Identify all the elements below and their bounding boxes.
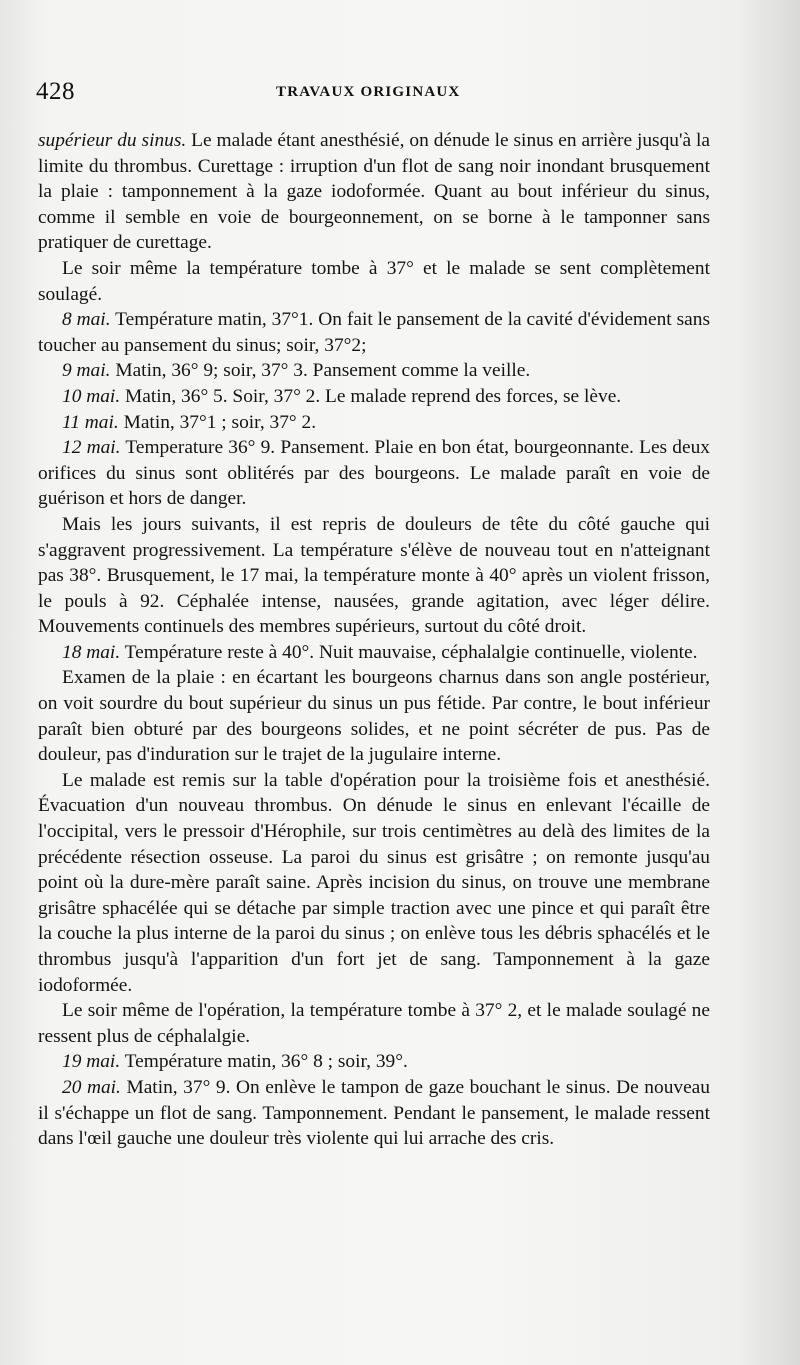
paragraph bbox=[38, 384, 710, 410]
paragraph-text: Matin, 36° 9; soir, 37° 3. Pansement comme la veille. bbox=[110, 360, 531, 382]
paragraph-lead: 9 mai. bbox=[62, 360, 111, 382]
paragraph bbox=[38, 640, 710, 666]
paragraph bbox=[38, 998, 710, 1049]
paragraph-lead: 11 mai. bbox=[62, 411, 119, 433]
page-header bbox=[36, 78, 746, 114]
paragraph bbox=[38, 358, 710, 384]
paragraph-lead: 8 mai. bbox=[62, 309, 111, 331]
paragraph-text: Le soir même de l'opération, la température tombe à 37° 2, et le malade soulagé ne ressent plus de céphalalgie. bbox=[38, 1000, 710, 1047]
paragraph bbox=[38, 256, 710, 307]
paragraph bbox=[38, 512, 710, 640]
paragraph-text: Le malade étant anesthésié, on dénude le sinus en arrière jusqu'à la limite du thrombus. Curettage : irruption d'un flot de sang noir inondant brusquement la plaie : tamponnement à la gaze iodoformée. Quant au bout inférieur du sinus, comme il semble en voie de bourgeonnement, on se borne à le tamponner sans pratiquer de curettage. bbox=[38, 130, 710, 254]
paragraph-text: Le soir même la température tombe à 37° et le malade se sent complètement soulagé. bbox=[38, 257, 710, 305]
page-number: 428 bbox=[36, 78, 75, 105]
paragraph-lead: 20 mai. bbox=[62, 1076, 121, 1098]
paragraph-text: Le malade est remis sur la table d'opération pour la troisième fois et anesthésié. Évacuation d'un nouveau thrombus. On dénude le sinus en enlevant l'écaille de l'occipital, vers le pressoir d'Hérophile, sur trois centimètres au delà des limites de la précédente résection osseuse. La paroi du sinus est grisâtre ; on remonte jusqu'au point où la dure-mère paraît saine. Après incision du sinus, on trouve une membrane grisâtre sphacélée qui se détache par simple traction avec une pince et qui paraît être la couche la plus interne de la paroi du sinus ; on enlève tous les débris sphacélés et le thrombus jusqu'à l'apparition d'un fort jet de sang. Tamponnement à la gaze iodoformée. bbox=[38, 769, 710, 996]
paragraph-lead: 18 mai. bbox=[62, 641, 121, 663]
running-title: TRAVAUX ORIGINAUX bbox=[276, 84, 461, 100]
paragraph-lead: 19 mai. bbox=[62, 1051, 121, 1073]
paragraph-text: Temperature 36° 9. Pansement. Plaie en bon état, bourgeonnante. Les deux orifices du sinus sont oblitérés par des bourgeons. Le malade paraît en voie de guérison et hors de danger. bbox=[38, 437, 710, 510]
paragraph-text: Matin, 37°1 ; soir, 37° 2. bbox=[118, 411, 317, 433]
paragraph bbox=[38, 128, 710, 256]
body-text bbox=[38, 128, 710, 1152]
paragraph bbox=[38, 768, 710, 998]
paragraph-lead: 10 mai. bbox=[62, 385, 121, 407]
paragraph bbox=[38, 435, 710, 512]
paragraph-text: Température matin, 36° 8 ; soir, 39°. bbox=[120, 1051, 408, 1073]
paragraph-text: Mais les jours suivants, il est repris de douleurs de tête du côté gauche qui s'aggravent progressivement. La température s'élève de nouveau tout en n'atteignant pas 38°. Brusquement, le 17 mai, la température monte à 40° après un violent frisson, le pouls à 92. Céphalée intense, nausées, grande agitation, avec léger délire. Mouvements continuels des membres supérieurs, surtout du côté droit. bbox=[38, 513, 710, 638]
paragraph-lead: 12 mai. bbox=[62, 437, 121, 459]
paragraph-text: Température matin, 37°1. On fait le pansement de la cavité d'évidement sans toucher au pansement du sinus; soir, 37°2; bbox=[38, 309, 711, 356]
paragraph bbox=[38, 665, 710, 767]
paragraph-text: Matin, 37° 9. On enlève le tampon de gaze bouchant le sinus. De nouveau il s'échappe un flot de sang. Tamponnement. Pendant le pansement, le malade ressent dans l'œil gauche une douleur très violente qui lui arrache des cris. bbox=[38, 1076, 710, 1150]
paragraph bbox=[38, 1049, 710, 1075]
paragraph-lead: supérieur du sinus. bbox=[38, 130, 187, 151]
paragraph-text: Examen de la plaie : en écartant les bourgeons charnus dans son angle postérieur, on voit sourdre du bout supérieur du sinus un pus fétide. Par contre, le bout inférieur paraît bien obturé par des bourgeons solides, et ne point sécréter de pus. Pas de douleur, pas d'induration sur le trajet de la jugulaire interne. bbox=[38, 667, 710, 766]
paragraph bbox=[38, 1075, 710, 1152]
paragraph-text: Température reste à 40°. Nuit mauvaise, céphalalgie continuelle, violente. bbox=[120, 641, 698, 663]
paragraph-text: Matin, 36° 5. Soir, 37° 2. Le malade reprend des forces, se lève. bbox=[120, 385, 622, 407]
paragraph bbox=[38, 307, 710, 358]
paragraph bbox=[38, 410, 710, 436]
